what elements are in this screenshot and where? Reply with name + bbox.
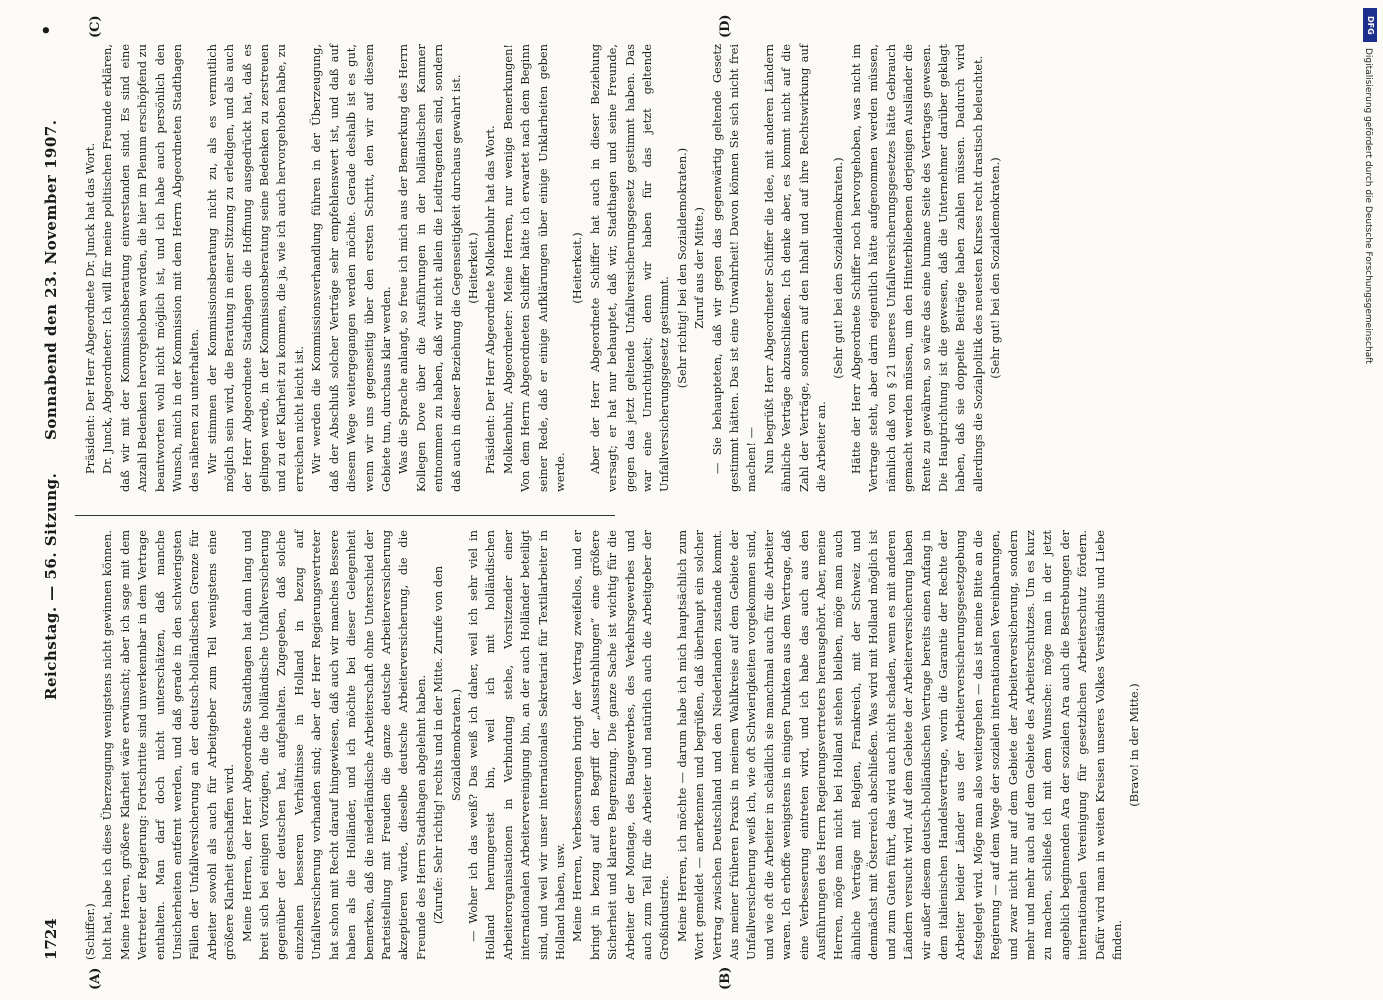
paragraph: holt hat, habe ich diese Überzeugung wenigstens nicht gewinnen können. Meine Herren, größere Klarheit wäre erwünscht; aber ich sage mit dem Vertreter der Regierung: Fortschritte sind unverkennbar in dem Vertrage enthalten. Man darf doch nicht unterschätzen, daß manche Unsicherheiten entfernt werden, und daß gerade in den schwierigsten Fällen der Unfallversicherung an der deutsch-holländischen Grenze für Arbeiter sowohl als auch für Arbeitgeber zum Teil wenigstens eine größere Klarheit geschaffen wird. (100, 530, 237, 960)
paragraph: Meine Herren, Verbesserungen bringt der Vertrag zweifellos, und er bringt in bezug auf den Begriff der „Ausstrahlungen“ eine größere Sicherheit und klarere Begrenzung. Die ganze Sache ist wichtig für die Arbeiter der Montage, des Baugewerbes, des Verkehrsgewerbes und auch zum Teil für die Arbeiter und natürlich auch die Arbeitgeber der Großindustrie. (570, 530, 672, 960)
credit-text: Digitalisierung gefördert durch die Deutsche Forschungsgemeinschaft (1363, 48, 1373, 364)
paragraph: Dr. Junck, Abgeordneter: Ich will für meine politischen Freunde erklären, daß wir mit der Kommissionsberatung einverstanden sind. Es sind eine Anzahl Bedenken hervorgehoben worden, die hier im Plenum erschöpfend zu beantworten wohl nicht möglich ist, und ich habe auch persönlich den Wunsch, mich in der Kommission mit dem Herrn Abgeordneten Stadthagen des näheren zu unterhalten. (100, 44, 202, 492)
header-date: Sonnabend den 23. November 1907. (42, 119, 60, 440)
header-session: Reichstag. — 56. Sitzung. (42, 472, 60, 700)
interjection: Zuruf aus der Mitte.) (692, 207, 707, 329)
paragraph: Molkenbuhr, Abgeordneter: Meine Herren, nur wenige Bemerkungen! Von dem Herrn Abgeordneten Schiffer hätte ich erwartet nach dem Beginn seiner Rede, daß er einige Aufklärungen über einige Unklarheiten geben werde. (500, 44, 567, 492)
interjection: (Heiterkeit.) (465, 232, 480, 304)
paragraph: Wir stimmen der Kommissionsberatung nicht zu, als es vermutlich möglich sein wird, die Beratung in einer Sitzung zu erledigen, und als auch der Herr Abgeordnete Stadthagen die Hoffnung ausgedrückt hat, daß es gelingen werde, in der Kommissionsberatung seine Bedenken zu zerstreuen und zu der Klarheit zu kommen, die ja, wie ich auch hervorgehoben habe, zu erreichen nicht leicht ist. (204, 44, 306, 492)
paragraph: Hätte der Herr Abgeordnete Schiffer noch hervorgehoben, was nicht im Vertrage steht, aber darin eigentlich hätte aufgenommen werden müssen, nämlich daß von § 21 unseres Unfallversicherungsgesetzes hätte Gebrauch gemacht werden müssen, um den Hinterbliebenen derjenigen Ausländer die Rente zu gewähren, so wäre das eine humane Seite des Vertrages gewesen. Die Hauptrichtung ist die gewesen, daß die Unternehmer darüber geklagt haben, daß sie doppelte Beiträge haben zahlen müssen. Dadurch wird allerdings die Sozialpolitik des neuesten Kurses recht drastisch beleuchtet. (848, 44, 985, 492)
paragraph: Wir werden die Kommissionsverhandlung führen in der Überzeugung, daß der Abschluß solcher Verträge sehr empfehlenswert ist, und daß auf diesem Wege weitergegangen werden möchte. Gerade deshalb ist es gut, wenn wir uns gegenseitig über den ersten Schritt, den wir auf diesem Gebiete tun, durchaus klar werden. (309, 44, 393, 492)
paragraph: — Woher ich das weiß? Das weiß ich daher, weil ich sehr viel in Holland herumgereist bin, weil ich mit holländischen Arbeiterorganisationen in Verbindung stehe, Vorsitzender einer internationalen Arbeitervereinigung bin, an der auch Holländer beteiligt sind, und weil wir unser internationales Sekretariat für Textilarbeiter in Holland haben, usw. (465, 530, 567, 960)
paragraph: — Sie behaupteten, daß wir gegen das gegenwärtig geltende Gesetz gestimmt hätten. Das ist eine Unwahrheit! Davon können Sie sich nicht frei machen! — (709, 44, 759, 492)
interjection: (Sehr gut! bei den Sozialdemokraten.) (831, 157, 846, 379)
page-header (36, 0, 70, 1000)
column-divider (75, 515, 615, 516)
interjection: (Heiterkeit.) (570, 232, 585, 304)
interjection: (Bravo! in der Mitte.) (1127, 683, 1142, 807)
paragraph: Aber der Herr Abgeordnete Schiffer hat auch in dieser Beziehung versagt; er hat nur behauptet, daß wir, Stadthagen und seine Freunde, gegen das jetzt geltende Unfallversicherungsgesetz gestimmt haben. Das war eine Unrichtigkeit; denn wir haben für das jetzt geltende Unfallversicherungsgesetz gestimmt. (587, 44, 672, 492)
right-column (82, 44, 1005, 492)
interjection: (Zurufe: Sehr richtig! rechts und in der Mitte. Zurufe von den Sozialdemokraten.) (431, 565, 463, 925)
speaker-tag: (Schiffer.) (83, 903, 97, 960)
margin-marker-b: (B) (718, 966, 733, 990)
header-dot: • (36, 24, 57, 36)
interjection: (Sehr richtig! bei den Sozialdemokraten.) (674, 147, 689, 389)
paragraph: Präsident: Der Herr Abgeordnete Molkenbuhr hat das Wort. (483, 125, 498, 474)
margin-marker-a: (A) (88, 967, 103, 990)
digitization-credit (1363, 8, 1377, 988)
left-column (82, 530, 1144, 960)
paragraph: Präsident: Der Herr Abgeordnete Dr. Junck hat das Wort. (83, 142, 97, 474)
dfg-logo: DFG (1363, 8, 1377, 42)
margin-marker-c: (C) (88, 15, 103, 38)
paragraph: Nun begrüßt Herr Abgeordneter Schiffer die Idee, mit anderen Ländern ähnliche Verträge abzuschließen. Ich denke aber, es kommt nicht auf die Zahl der Verträge, sondern auf den Inhalt und auf ihre Rechtswirkung auf die Arbeiter an. (761, 44, 829, 492)
interjection: (Sehr gut! bei den Sozialdemokraten.) (988, 157, 1003, 379)
paragraph: Meine Herren, der Herr Abgeordnete Stadthagen hat dann lang und breit sich bei einigen Vorzügen, die die holländische Unfallversicherung gegenüber der deutschen hat, aufgehalten. Zugegeben, daß solche einzelnen besseren Verhältnisse in Holland in bezug auf Unfallversicherung vorhanden sind; aber der Herr Regierungsvertreter hat schon mit Recht darauf hingewiesen, daß auch wir manches Bessere haben als die Holländer, und ich möchte bei dieser Gelegenheit bemerken, daß die niederländische Arbeiterschaft ohne Unterschied der Parteistellung mit Freuden die ganze deutsche Arbeiterversicherung akzeptieren würde, dieselbe deutsche Arbeiterversicherung, die die Freunde des Herrn Stadthagen abgelehnt haben. (239, 530, 428, 960)
paragraph: Was die Sprache anlangt, so freue ich mich aus der Bemerkung des Herrn Kollegen Dove über die Ausführungen in der holländischen Kammer entnommen zu haben, daß wir nicht allein die Leidtragenden sind, sondern daß auch in dieser Beziehung die Gegenseitigkeit durchaus gewahrt ist. (396, 44, 463, 492)
paragraph: Meine Herren, ich möchte — darum habe ich mich hauptsächlich zum Wort gemeldet — anerkennen und begrüßen, daß überhaupt ein solcher Vertrag zwischen Deutschland und den Niederlanden zustande kommt. Aus meiner früheren Praxis in meinem Wahlkreise auf dem Gebiete der Unfallversicherung weiß ich, wie oft Schwierigkeiten vorgekommen sind, und wie oft die Arbeiter in schädlich sie manchmal auch für die Arbeiter waren. Ich erhoffe wenigstens in einigen Punkten aus dem Vertrage, daß eine Verbesserung eintreten wird, und ich habe das auch aus den Ausführungen des Herrn Regierungsvertreters herausgehört. Aber, meine Herren, möge man nicht bei Holland stehen bleiben, möge man auch ähnliche Verträge mit Belgien, Frankreich, mit der Schweiz und demnächst mit Österreich abschließen. Was wird mit Holland möglich ist und zum Guten führt, das wird auch nicht schaden, wenn es mit anderen Ländern versucht wird. Auf dem Gebiete der Arbeiterversicherung haben wir außer diesem deutsch-holländischen Vertrage bereits einen Anfang in dem italienischen Handelsvertrage, worin die Garantie der Rechte der Arbeiter beider Länder aus der Arbeiterversicherungsgesetzgebung festgelegt wird. Möge man also weitergehen — das ist meine Bitte an die Regierung — auf dem Wege der sozialen internationalen Vereinbarungen, und zwar nicht nur auf dem Gebiete der Arbeiterversicherung, sondern mehr und mehr auch auf dem Gebiete des Arbeiterschutzes. Um es kurz zu machen, schließe ich mit dem Wunsche: möge man in der jetzt angeblich beginnenden Ara der sozialen Ara auch die Bestrebungen der internationalen Vereinigung für gesetzlichen Arbeiterschutz fördern. Dafür wird man in weiten Kreisen unseres Volkes Verständnis und Liebe finden. (674, 530, 1124, 960)
page-number: 1724 (42, 918, 60, 960)
margin-marker-d: (D) (718, 14, 733, 38)
